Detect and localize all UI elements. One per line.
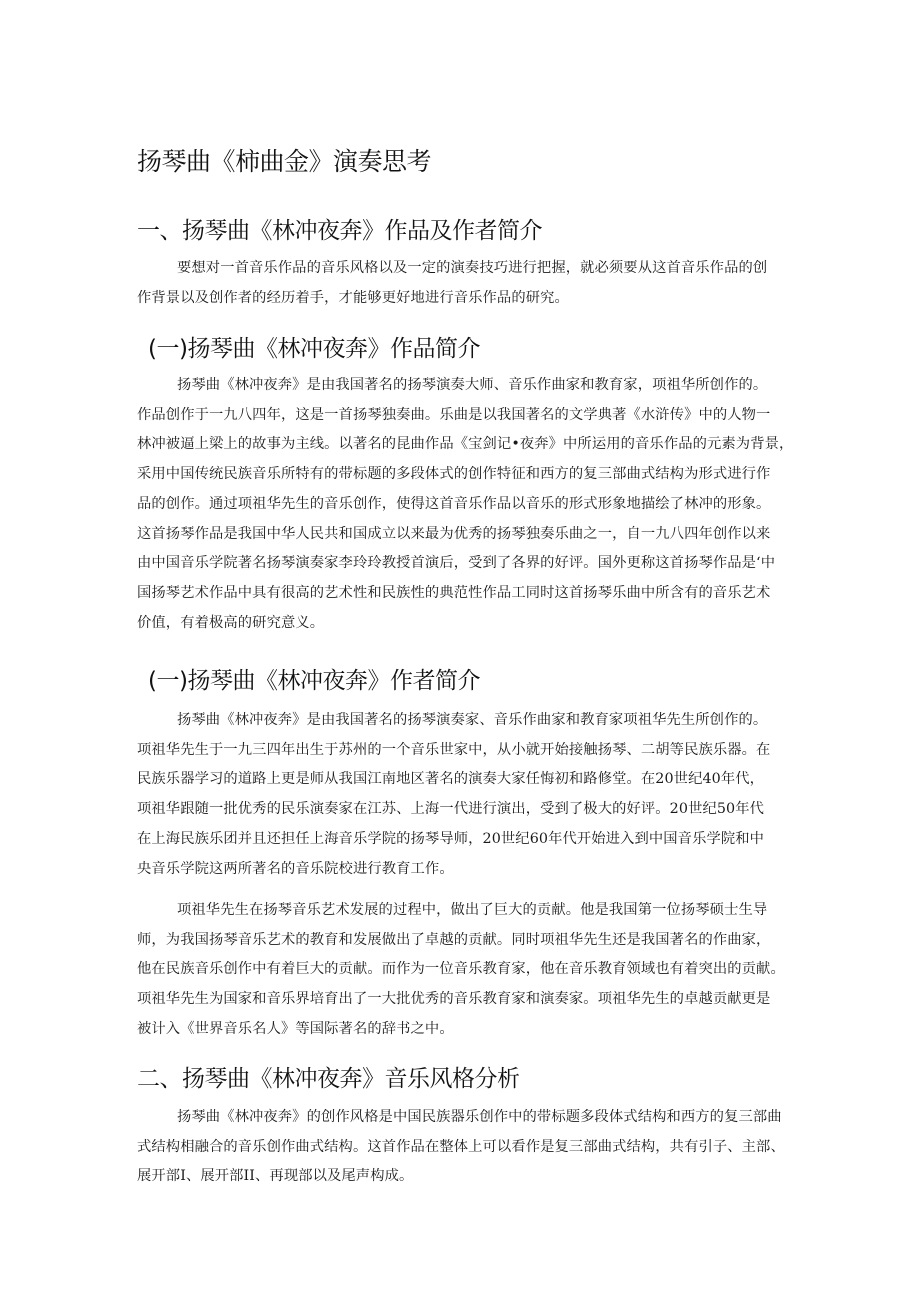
paragraph-line: 林冲被逼上梁上的故事为主线。以著名的昆曲作品《宝剑记•夜奔》中所运用的音乐作品的元素为背景，: [137, 436, 794, 453]
paragraph-author-intro: [137, 706, 797, 884]
paragraph-line: 展开部I、展开部II、再现部以及尾声构成。: [137, 1168, 414, 1185]
paragraph-line: 国扬琴艺术作品中具有很高的艺术性和民族性的典范性作品工同时这首扬琴乐曲中所含有的音乐艺术: [137, 584, 771, 601]
paragraph-line: 师，为我国扬琴音乐艺术的教育和发展做出了卓越的贡献。同时项祖华先生还是我国著名的作曲家，: [137, 931, 771, 948]
paragraph-line: 民族乐器学习的道路上更是师从我国江南地区著名的演奏大家任悔初和路修堂。在20世纪40年代，: [137, 771, 765, 788]
paragraph-line: 央音乐学院这两所著名的音乐院校进行教育工作。: [137, 860, 454, 877]
paragraph-style-analysis: [137, 1103, 797, 1192]
paragraph-line: 品的创作。通过项祖华先生的音乐创作，使得这首音乐作品以音乐的形式形象地描绘了林冲的形象。: [137, 495, 771, 512]
paragraph-line: 作品创作于一九八四年，这是一首扬琴独奏曲。乐曲是以我国著名的文学典著《水浒传》中的人物一: [137, 406, 771, 423]
paragraph-line: 在上海民族乐团并且还担任上海音乐学院的扬琴导师，20世纪60年代开始进入到中国音乐学院和中: [137, 830, 765, 847]
subsection-heading-work: (一)扬琴曲《林冲夜奔》作品简介: [148, 336, 480, 362]
paragraph-line: 扬琴曲《林冲夜奔》是由我国著名的扬琴演奏大师、音乐作曲家和教育家，项祖华所创作的。: [177, 377, 768, 393]
paragraph-line: 项祖华先生为国家和音乐界培育出了一大批优秀的音乐教育家和演奏家。项祖华先生的卓越贡献更是: [137, 991, 771, 1008]
paragraph-author-contribution: [137, 896, 797, 1045]
paragraph-line: 扬琴曲《林冲夜奔》的创作风格是中国民族器乐创作中的带标题多段体式结构和西方的复三部曲: [177, 1109, 782, 1125]
document-title: 扬琴曲《柿曲金》演奏思考: [137, 147, 432, 176]
paragraph-line: 式结构相融合的音乐创作曲式结构。这首作品在整体上可以看作是复三部曲式结构，共有引子、主部、: [137, 1138, 785, 1155]
section-heading-2: 二、扬琴曲《林冲夜奔》音乐风格分析: [137, 1066, 520, 1092]
paragraph-line: 被计入《世界音乐名人》等国际著名的辞书之中。: [137, 1020, 454, 1037]
section-heading-1: 一、扬琴曲《林冲夜奔》作品及作者简介: [137, 218, 542, 244]
paragraph-line: 项祖华跟随一批优秀的民乐演奏家在江苏、上海一代进行演出，受到了极大的好评。20世纪50年代: [137, 801, 765, 818]
paragraph-line: 扬琴曲《林冲夜奔》是由我国著名的扬琴演奏家、音乐作曲家和教育家项祖华先生所创作的。: [177, 712, 768, 728]
paragraph-line: 作背景以及创作者的经历着手，才能够更好地进行音乐作品的研究。: [137, 289, 569, 306]
paragraph-line: 项祖华先生于一九三四年出生于苏州的一个音乐世家中，从小就开始接触扬琴、二胡等民族乐器。在: [137, 741, 771, 758]
paragraph-line: 采用中国传统民族音乐所特有的带标题的多段体式的创作特征和西方的复三部曲式结构为形式进行作: [137, 466, 771, 483]
paragraph-line: 价值，有着极高的研究意义。: [137, 614, 325, 631]
paragraph-line: 要想对一首音乐作品的音乐风格以及一定的演奏技巧进行把握，就必须要从这首音乐作品的创: [177, 260, 768, 276]
subsection-heading-author: (一)扬琴曲《林冲夜奔》作者简介: [148, 668, 480, 694]
paragraph-line: 项祖华先生在扬琴音乐艺术发展的过程中，做出了巨大的贡献。他是我国第一位扬琴硕士生导: [177, 902, 768, 918]
paragraph-line: 他在民族音乐创作中有着巨大的贡献。而作为一位音乐教育家，他在音乐教育领域也有着突出的贡献。: [137, 961, 785, 978]
paragraph-intro: [137, 254, 797, 313]
paragraph-work-intro: [137, 371, 797, 638]
paragraph-line: 这首扬琴作品是我国中华人民共和国成立以来最为优秀的扬琴独奏乐曲之一，自一九八四年创作以来: [137, 525, 771, 542]
paragraph-line: 由中国音乐学院著名扬琴演奏家李玲玲教授首演后，受到了各界的好评。国外更称这首扬琴作品是‘中: [137, 555, 776, 572]
